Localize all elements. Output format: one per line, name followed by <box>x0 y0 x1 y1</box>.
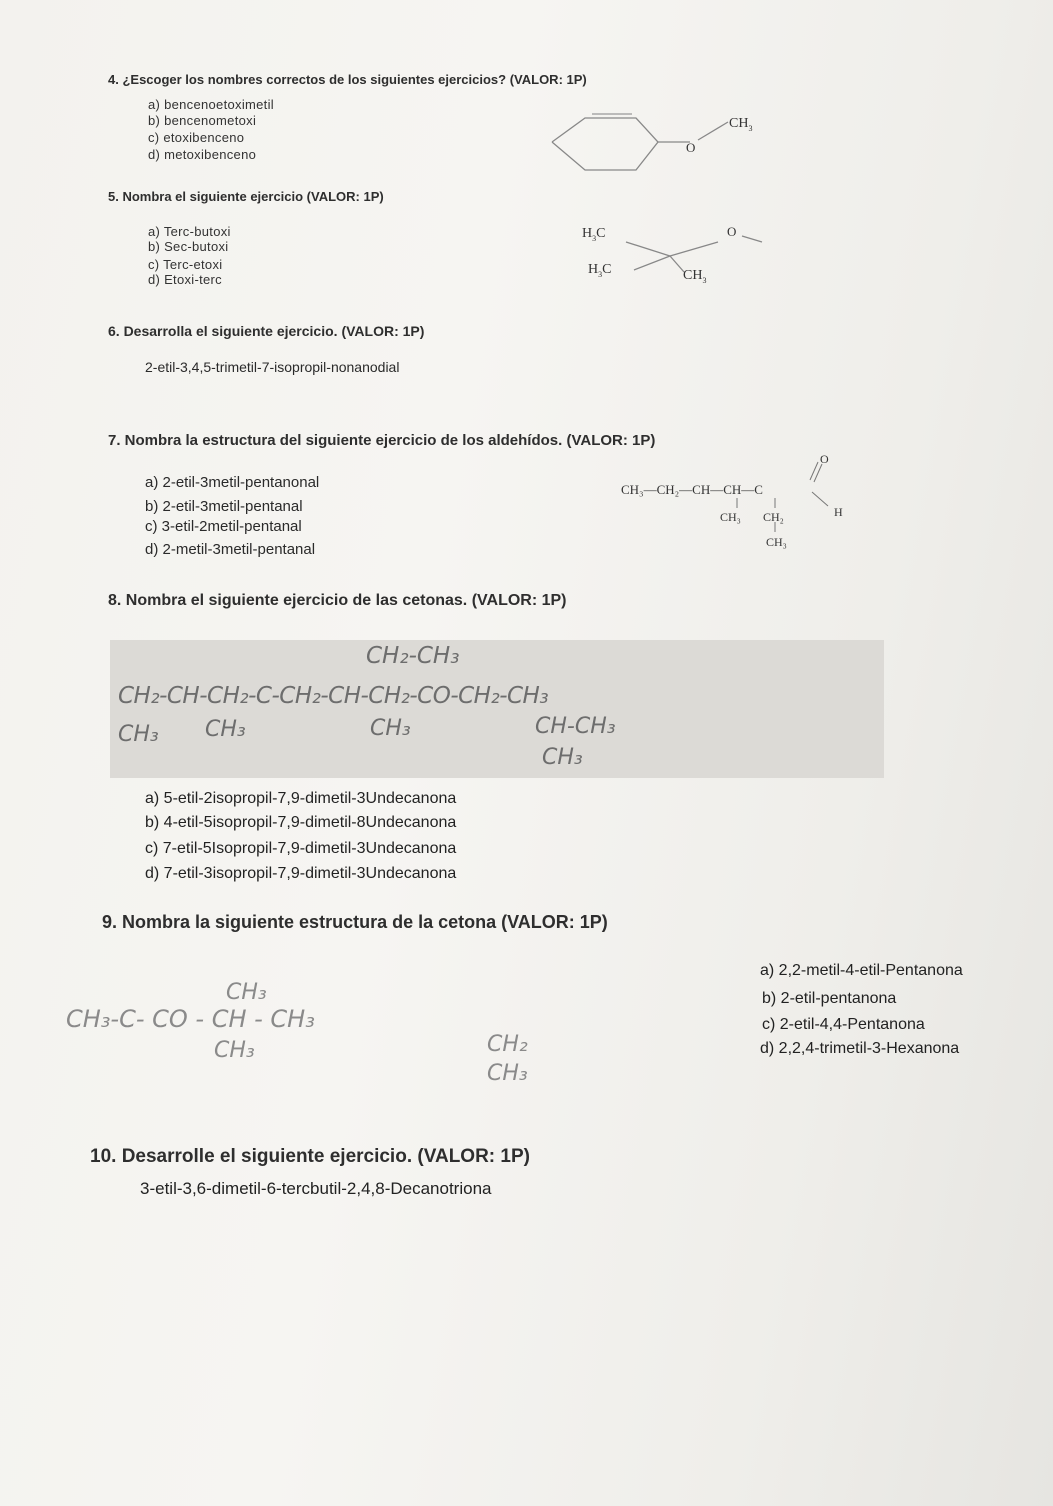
q7-option-c: c) 3-etil-2metil-pentanal <box>145 518 302 535</box>
q8-branch-1: CH₃ <box>118 722 159 747</box>
q8-structure-panel <box>110 640 884 778</box>
q7-main-chain: CH₃—CH₂—CH—CH—C <box>621 482 763 497</box>
q7-hydrogen-label: H <box>834 505 843 519</box>
q5-ch3-label: CH <box>683 268 703 283</box>
q8-branch-4: CH-CH₃ <box>535 714 616 739</box>
q9-option-d: d) 2,2,4-trimetil-3-Hexanona <box>760 1040 960 1057</box>
q5-option-d: d) Etoxi-terc <box>148 272 222 287</box>
q9-main-chain: CH₃-C- CO - CH - CH₃ <box>66 1005 315 1033</box>
q5-ch3-sub: 3 <box>702 275 707 285</box>
q5-option-a: a) Terc-butoxi <box>148 224 231 239</box>
question-5-title: 5. Nombra el siguiente ejercicio (VALOR: 1P) <box>108 189 384 204</box>
q5-h3c-top-c: C <box>596 226 606 241</box>
q9-methyl-top: CH₃ <box>226 980 267 1005</box>
q8-option-a: a) 5-etil-2isopropil-7,9-dimetil-3Undecanona <box>145 790 457 807</box>
q10-compound-name: 3-etil-3,6-dimetil-6-tercbutil-2,4,8-Decanotriona <box>140 1179 492 1198</box>
q8-option-c: c) 7-etil-5Isopropil-7,9-dimetil-3Undecanona <box>145 840 457 857</box>
q4-option-a: a) bencenoetoximetil <box>148 97 274 112</box>
q8-option-d: d) 7-etil-3isopropil-7,9-dimetil-3Undecanona <box>145 865 457 882</box>
q7-substituent-2: CH₂ <box>763 510 784 524</box>
question-7-title: 7. Nombra la estructura del siguiente ejercicio de los aldehídos. (VALOR: 1P) <box>108 432 656 449</box>
q5-h3c-bottom-sub: 3 <box>598 269 603 279</box>
question-10-title: 10. Desarrolle el siguiente ejercicio. (VALOR: 1P) <box>90 1146 530 1167</box>
q7-option-a: a) 2-etil-3metil-pentanonal <box>145 474 320 491</box>
q5-h3c-bottom-h: H <box>588 262 599 277</box>
q4-option-c: c) etoxibenceno <box>148 130 245 145</box>
q5-option-b: b) Sec-butoxi <box>148 239 229 254</box>
q6-compound-name: 2-etil-3,4,5-trimetil-7-isopropil-nonanodial <box>145 359 400 375</box>
q9-option-c: c) 2-etil-4,4-Pentanona <box>762 1016 925 1033</box>
q9-option-a: a) 2,2-metil-4-etil-Pentanona <box>760 962 963 979</box>
q4-option-d: d) metoxibenceno <box>148 147 257 162</box>
q5-oxygen-label: O <box>727 224 737 239</box>
q8-branch-2: CH₃ <box>205 717 246 742</box>
q7-substituent-1: CH₃ <box>720 510 741 524</box>
question-4-title: 4. ¿Escoger los nombres correctos de los siguientes ejercicios? (VALOR: 1P) <box>108 72 587 87</box>
q5-h3c-top-h: H <box>582 226 593 241</box>
question-9-title: 9. Nombra la siguiente estructura de la cetona (VALOR: 1P) <box>102 912 608 932</box>
q5-h3c-bottom-c: C <box>602 262 612 277</box>
q4-option-b: b) bencenometoxi <box>148 113 257 128</box>
q8-branch-3: CH₃ <box>370 716 411 741</box>
q4-ch3-sub: 3 <box>748 123 753 133</box>
q9-branch-2: CH₂ <box>487 1032 528 1057</box>
q5-option-c: c) Terc-etoxi <box>148 257 223 272</box>
q9-branch-1: CH₃ <box>214 1038 255 1063</box>
q7-option-d: d) 2-metil-3metil-pentanal <box>145 541 316 558</box>
question-6-title: 6. Desarrolla el siguiente ejercicio. (VALOR: 1P) <box>108 323 425 339</box>
q7-option-b: b) 2-etil-3metil-pentanal <box>145 498 303 515</box>
q4-oxygen-label: O <box>686 140 696 155</box>
q8-option-b: b) 4-etil-5isopropil-7,9-dimetil-8Undecanona <box>145 814 457 831</box>
q8-branch-5: CH₃ <box>542 745 583 770</box>
q9-option-b: b) 2-etil-pentanona <box>762 990 897 1007</box>
q9-branch-3: CH₃ <box>487 1061 528 1086</box>
q8-main-chain: CH₂-CH-CH₂-C-CH₂-CH-CH₂-CO-CH₂-CH₃ <box>118 683 549 709</box>
q5-h3c-top-sub: 3 <box>592 233 597 243</box>
q8-ethyl-top: CH₂-CH₃ <box>366 643 460 669</box>
q7-substituent-3: CH₃ <box>766 535 787 549</box>
q4-ch3-label: CH <box>729 116 749 131</box>
q7-oxygen-label: O <box>820 452 829 466</box>
question-8-title: 8. Nombra el siguiente ejercicio de las cetonas. (VALOR: 1P) <box>108 592 567 609</box>
